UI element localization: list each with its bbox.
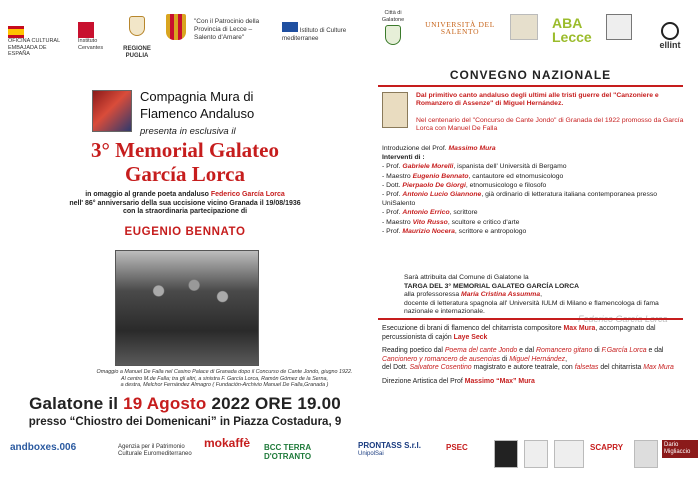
right-column [378, 64, 698, 434]
sponsor-logo [494, 440, 518, 468]
sponsor-logo: andboxes.006 [10, 442, 77, 453]
sponsor-logo: SCAPRY [590, 443, 624, 452]
music-program [382, 325, 682, 387]
speaker-item: - Maestro Vito Russo, scultore e critico d'arte [382, 218, 520, 226]
cervantes-icon [78, 22, 94, 38]
comune-logo [374, 10, 412, 45]
convegno-title: CONVEGNO NAZIONALE [378, 68, 683, 87]
speaker-item: - Dott. Pierpaolo De Giorgi, etnomusicologo e filosofo [382, 181, 547, 189]
speakers-program [382, 144, 682, 236]
provincia-crest-icon [166, 14, 186, 40]
speaker-item: - Maestro Eugenio Bennato, cantautore ed etnomusicologo [382, 172, 564, 180]
event-day: 19 Agosto [123, 394, 207, 413]
emblem-icon [510, 14, 538, 40]
featured-artist: EUGENIO BENNATO [124, 226, 246, 238]
cervantes-text: Instituto Cervantes [78, 38, 104, 51]
omaggio-text [0, 191, 370, 217]
comune-crest-icon [385, 25, 401, 45]
flamenco-image [92, 90, 132, 132]
presenta-text: presenta in esclusiva il [140, 126, 236, 137]
sponsor-logo [554, 440, 584, 468]
company-name [140, 88, 254, 122]
regione-text: REGIONE PUGLIA [123, 46, 151, 59]
event-venue: presso “Chiostro dei Domenicani” in Piazza Costadura, 9 [28, 416, 342, 428]
reading-performance: Reading poetico dal Poema del cante Jondo e dal Romancero gitano di F.García Lorca e dal Cancionero y romancero de ausencias di Miguel Hernández, del Dott. Salvatore Cosentino magistrato e autore teatrale, con falsetas del chitarrista Max Mura [382, 347, 674, 372]
sponsor-logo: BCC TERRA D'OTRANTO [264, 443, 312, 461]
speaker-item: - Prof. Maurizio Nocera, scrittore e antropologo [382, 227, 527, 235]
speaker-item: - Prof. Antonio Lucio Giannone, già ordinario di letteratura italiana contemporanea presso UniSalento [382, 191, 658, 208]
aba-logo: ABA Lecce [552, 15, 592, 45]
company-line1: Compagnia Mura di [140, 89, 254, 104]
spain-office-logo [8, 26, 64, 58]
omaggio-line2: nell' 86° anniversario della sua uccisione vicino Granada il 19/08/1936 [69, 199, 301, 207]
company-line2: Flamenco Andaluso [140, 106, 255, 121]
interventi-label: Interventi di : [382, 154, 425, 162]
speaker-item: - Prof. Antonio Errico, scrittore [382, 209, 478, 217]
lorca-name: Federico García Lorca [210, 191, 285, 198]
historic-photo [115, 250, 259, 366]
regione-crest-icon [129, 16, 145, 36]
omaggio-line3: con la straordinaria partecipazione di [122, 208, 248, 216]
artistic-direction: Direzione Artistica del Prof Massimo “Max” Mura [382, 377, 535, 385]
provincia-crest [166, 14, 188, 40]
signature-watermark: Federico García Lorca [578, 314, 668, 324]
convegno-centenary: Nel centenario del "Concurso de Cante Jondo" di Granada del 1922 promosso da García Lorca con Manuel De Falla [416, 117, 684, 132]
istituto-icon [282, 22, 298, 32]
memorial-title-line2: García Lorca [125, 162, 245, 186]
spain-office-text: OFICINA CULTURAL EMBAJADA DE ESPAÑA [8, 38, 60, 57]
omaggio-line1: in omaggio al grande poeta andaluso Federico García Lorca [85, 191, 285, 198]
cervantes-logo [78, 22, 106, 51]
unisalento-logo: UNIVERSITÀ DEL SALENTO [425, 20, 495, 36]
ellint-text: ellint [659, 40, 681, 50]
memorial-title [0, 138, 370, 186]
building-logo [606, 14, 636, 40]
sponsor-logo [634, 440, 658, 468]
regione-logo [118, 16, 156, 59]
provincia-text: "Con il Patrocinio della Provincia di Lecce – Salento d'Amare" [194, 18, 260, 41]
sponsor-logo: mokaffè [204, 436, 251, 450]
convegno-subtitle: Dal primitivo canto andaluso degli ultimi alle tristi guerre del "Canzoniere e Romanzero di Assenze" di Miguel Hernández. [416, 92, 659, 107]
sponsors-bar [0, 434, 700, 492]
event-date: Galatone il 19 Agosto 2022 ORE 19.00 [29, 394, 341, 413]
sponsor-logo: PSEC [446, 443, 468, 452]
box-logo [510, 14, 540, 40]
comune-text: Città di Galatone [381, 10, 405, 23]
targa-award: Sarà attribuita dal Comune di Galatone la TARGA DEL 3° MEMORIAL GALATEO GARCÍA LORCA alla professoressa María Cristina Assumma, docente di letteratura spagnola all' Università IULM di Milano e flamencologa di fama nazionale e internazionale. [404, 274, 659, 316]
top-logos-bar [0, 8, 700, 70]
photo-caption: Omaggio a Manuel De Falla nel Casino Palace di Granada dopo il Concurso de Cante Jondo, giugno 1922. Al centro M.de Falla; tra gli altri, a sinistra F. García Lorca, Ramón Gómez de la Serna, a destra, Melchor Fernández Almagro ( Fundación-Archivio Manuel De Falla,Granada ) [96, 369, 353, 389]
building-icon [606, 14, 632, 40]
memorial-title-line1: 3° Memorial Galateo [90, 138, 279, 162]
introduction-line: Introduzione del Prof. Massimo Mura [382, 145, 496, 152]
sponsor-logo: Dario Migliaccio [662, 440, 698, 458]
book-cover-image [382, 92, 408, 128]
sponsor-logo: Agenzia per il Patrimonio Culturale Euromediterraneo [118, 444, 192, 457]
istituto-logo [282, 22, 352, 42]
ellint-logo [648, 22, 692, 49]
spain-flag-icon [8, 26, 24, 38]
sponsor-logo [524, 440, 548, 468]
left-column [0, 74, 370, 434]
music-performance: Esecuzione di brani di flamenco del chitarrista compositore Max Mura, accompagnato dal percussionista di cajón Laye Seck [382, 325, 656, 341]
section-divider [378, 318, 683, 320]
istituto-text: Istituto di Culture mediterranee [282, 27, 347, 42]
sponsor-logo: PRONTASS S.r.l. UnipolSai [358, 441, 421, 457]
ellint-icon [661, 22, 679, 40]
speaker-item: - Prof. Gabriele Morelli, ispanista dell' Università di Bergamo [382, 163, 567, 171]
